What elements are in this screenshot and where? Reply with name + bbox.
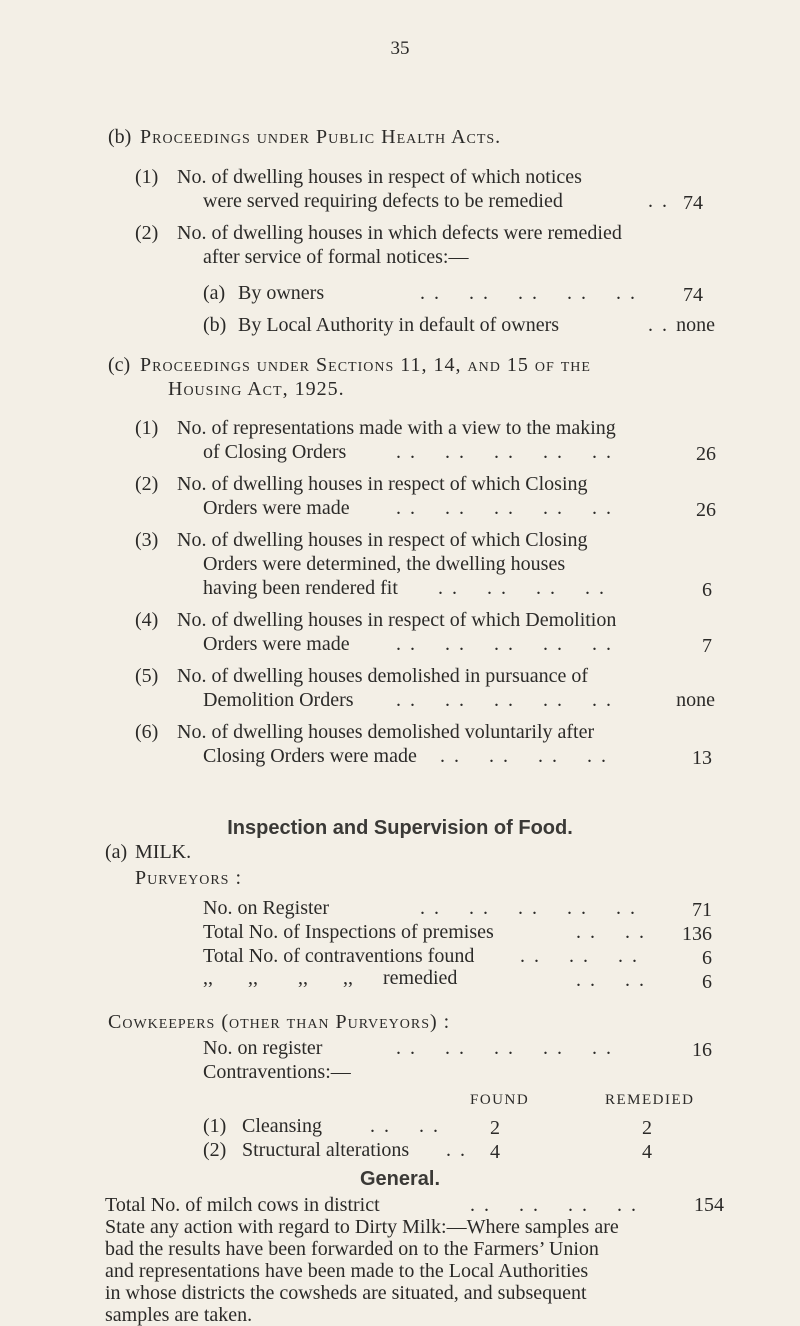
section-c-marker: (c)	[108, 354, 131, 376]
c-item-3-line2: Orders were determined, the dwelling houses	[203, 553, 566, 575]
cowkeepers-register-text: No. on register	[203, 1037, 323, 1059]
c-item-5-line1: No. of dwelling houses demolished in pursuance of	[177, 665, 589, 687]
page-number: 35	[390, 38, 410, 59]
leader-dots: . . . . . . . . . .	[396, 441, 613, 463]
c-item-2-line1: No. of dwelling houses in respect of which Closing	[177, 473, 588, 495]
contravention-2-remedied: 4	[642, 1141, 652, 1163]
b-sub-a-text: By owners	[238, 282, 325, 304]
dirty-milk-line-4: in whose districts the cowsheds are situated, and subsequent	[105, 1282, 587, 1304]
c-item-3-value: 6	[702, 579, 712, 601]
section-c-title-line1: Proceedings under Sections 11, 14, and 15 of the	[140, 354, 591, 376]
contravention-2-text: Structural alterations	[242, 1139, 410, 1161]
c-item-3-line1: No. of dwelling houses in respect of which Closing	[177, 529, 588, 551]
b-item-1-num: (1)	[135, 166, 159, 188]
dirty-milk-line-5: samples are taken.	[105, 1304, 253, 1326]
inspection-heading: Inspection and Supervision of Food.	[227, 817, 573, 839]
section-c-title-line2: Housing Act, 1925.	[168, 378, 345, 400]
purveyors-label: Purveyors :	[135, 867, 243, 889]
contravention-2-num: (2)	[203, 1139, 227, 1161]
cowkeepers-label: Cowkeepers (other than Purveyors) :	[108, 1011, 451, 1033]
milch-cows-label: Total No. of milch cows in district	[105, 1194, 380, 1216]
milk-marker: (a)	[105, 841, 128, 863]
leader-dots: . . . . . . . . . .	[396, 689, 613, 711]
leader-dots: . . . . . . . . . .	[396, 633, 613, 655]
leader-dots: . .	[648, 190, 669, 212]
c-item-5-value: none	[676, 689, 715, 711]
b-item-1-value: 74	[683, 192, 703, 214]
dirty-milk-line-1: State any action with regard to Dirty Milk:—Where samples are	[105, 1216, 619, 1238]
c-item-6-num: (6)	[135, 721, 159, 743]
b-sub-a-marker: (a)	[203, 282, 226, 304]
b-item-2-line1: No. of dwelling houses in which defects were remedied	[177, 222, 622, 244]
contraventions-label: Contraventions:—	[203, 1061, 351, 1083]
contravention-2-found: 4	[490, 1141, 500, 1163]
c-item-1-value: 26	[696, 443, 716, 465]
column-header-remedied: REMEDIED	[605, 1092, 695, 1108]
cowkeepers-register-value: 16	[692, 1039, 712, 1061]
leader-dots: . . . . . . . . . .	[396, 1037, 613, 1059]
purveyor-row-1-value: 71	[692, 899, 712, 921]
purveyor-row-2-value: 136	[682, 923, 712, 945]
b-item-1-line1: No. of dwelling houses in respect of which notices	[177, 166, 582, 188]
b-sub-b-marker: (b)	[203, 314, 227, 336]
c-item-1-num: (1)	[135, 417, 159, 439]
leader-dots: . . . . . . . .	[440, 745, 608, 767]
leader-dots: . . . . . . . . . .	[396, 497, 613, 519]
c-item-5-num: (5)	[135, 665, 159, 687]
c-item-4-value: 7	[702, 635, 712, 657]
leader-dots: . . . .	[370, 1115, 440, 1137]
leader-dots: . . . .	[576, 969, 646, 991]
c-item-5-line2: Demolition Orders	[203, 689, 354, 711]
leader-dots: . .	[446, 1139, 467, 1161]
b-sub-b-text: By Local Authority in default of owners	[238, 314, 560, 336]
c-item-6-line2: Closing Orders were made	[203, 745, 417, 767]
b-item-2-num: (2)	[135, 222, 159, 244]
c-item-3-line3: having been rendered fit	[203, 577, 398, 599]
contravention-1-found: 2	[490, 1117, 500, 1139]
contravention-1-num: (1)	[203, 1115, 227, 1137]
leader-dots: . .	[648, 314, 669, 336]
section-b-marker: (b)	[108, 126, 132, 148]
leader-dots: . . . . . .	[520, 945, 639, 967]
purveyor-row-3-text: Total No. of contraventions found	[203, 945, 475, 967]
c-item-2-line2: Orders were made	[203, 497, 350, 519]
purveyor-row-4-text: ,, ,, ,, ,, remedied	[203, 967, 458, 989]
b-item-1-line2: were served requiring defects to be remedied	[203, 190, 563, 212]
purveyor-row-4-value: 6	[702, 971, 712, 993]
milk-label: MILK.	[135, 841, 192, 863]
c-item-1-line1: No. of representations made with a view to the making	[177, 417, 616, 439]
contravention-1-text: Cleansing	[242, 1115, 322, 1137]
c-item-4-line2: Orders were made	[203, 633, 350, 655]
b-item-2-line2: after service of formal notices:—	[203, 246, 469, 268]
purveyor-row-3-value: 6	[702, 947, 712, 969]
purveyor-row-2-text: Total No. of Inspections of premises	[203, 921, 494, 943]
c-item-6-line1: No. of dwelling houses demolished voluntarily after	[177, 721, 595, 743]
b-sub-b-value: none	[676, 314, 715, 336]
contravention-1-remedied: 2	[642, 1117, 652, 1139]
c-item-2-num: (2)	[135, 473, 159, 495]
b-sub-a-value: 74	[683, 284, 703, 306]
leader-dots: . . . . . . . . . .	[420, 282, 637, 304]
dirty-milk-line-3: and representations have been made to the Local Authorities	[105, 1260, 589, 1282]
leader-dots: . . . . . . . .	[470, 1194, 638, 1216]
c-item-2-value: 26	[696, 499, 716, 521]
milch-cows-value: 154	[694, 1194, 724, 1216]
purveyor-row-1-text: No. on Register	[203, 897, 330, 919]
c-item-3-num: (3)	[135, 529, 159, 551]
general-heading: General.	[359, 1168, 441, 1190]
leader-dots: . . . . . . . . . .	[420, 897, 637, 919]
c-item-4-num: (4)	[135, 609, 159, 631]
dirty-milk-line-2: bad the results have been forwarded on to the Farmers’ Union	[105, 1238, 599, 1260]
column-header-found: FOUND	[470, 1092, 530, 1108]
c-item-6-value: 13	[692, 747, 712, 769]
c-item-1-line2: of Closing Orders	[203, 441, 347, 463]
leader-dots: . . . .	[576, 921, 646, 943]
section-b-title: Proceedings under Public Health Acts.	[140, 126, 502, 148]
c-item-4-line1: No. of dwelling houses in respect of which Demolition	[177, 609, 617, 631]
leader-dots: . . . . . . . .	[438, 577, 606, 599]
